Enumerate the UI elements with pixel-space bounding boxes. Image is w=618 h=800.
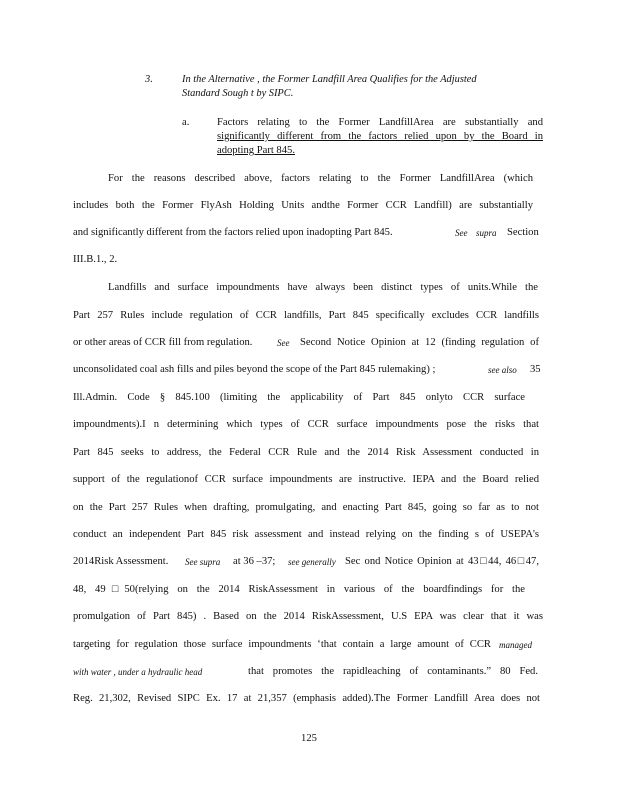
subheading-line-1: Factors relating to the Former LandfillArea are substantially and [217, 117, 543, 128]
paragraph-2-line-13: promulgation of Part 845) . Based on the 2014 RiskAssessment, U.S EPA was clear that it was [73, 611, 543, 622]
heading-line-2: Standard Sough t by SIPC. [182, 88, 294, 99]
paragraph-2-line-6: impoundments).I n determining which types of CCR surface impoundments pose the risks that [73, 419, 539, 430]
paragraph-2-line-5: Ill.Admin. Code § 845.100 (limiting the applicability of Part 845 onlyto CCR surface [73, 392, 525, 403]
paragraph-2-line-3c: Second Notice Opinion at 12 (finding regulation of [300, 337, 539, 348]
paragraph-2-line-7: Part 845 seeks to address, the Federal CCR Rule and the 2014 Risk Assessment conducted in [73, 447, 539, 458]
paragraph-2-line-11c: at 36 –37; [233, 556, 276, 567]
paragraph-2-line-11e: Sec ond Notice Opinion at 43□44, 46□47, [345, 556, 539, 567]
subheading-line-3: adopting Part 845. [217, 145, 295, 156]
paragraph-1-line-2: includes both the Former FlyAsh Holding Units andthe Former CCR Landfill) are substantially [73, 200, 533, 211]
subheading-letter: a. [182, 117, 190, 128]
paragraph-2-line-14a: targeting for regulation those surface impoundments ‘that contain a large amount of CCR [73, 639, 491, 650]
paragraph-2-line-14b: managed [499, 640, 532, 650]
paragraph-2-line-8: support of the regulationof CCR surface impoundments are instructive. IEPA and the Board relied [73, 474, 539, 485]
paragraph-1-line-4: III.B.1., 2. [73, 254, 118, 265]
citation-see: See [455, 228, 468, 238]
paragraph-2-line-15a: with water , under a hydraulic head [73, 667, 203, 677]
heading-line-1: In the Alternative , the Former Landfill Area Qualifies for the Adjusted [182, 74, 477, 85]
citation-supra: supra [476, 228, 497, 238]
paragraph-2-line-1: Landfills and surface impoundments have always been distinct types of units.While the [108, 282, 538, 293]
paragraph-2-line-12: 48, 49□50(relying on the 2014 RiskAssessment in various of the boardfindings for the [73, 584, 525, 595]
paragraph-2-line-11a: 2014Risk Assessment. [73, 556, 169, 567]
paragraph-2-line-4a: unconsolidated coal ash fills and piles beyond the scope of the Part 845 rulemaking) ; [73, 364, 436, 375]
paragraph-2-line-9: on the Part 257 Rules when drafting, promulgating, and enacting Part 845, going so far as to not [73, 502, 539, 513]
paragraph-2-line-10: conduct an independent Part 845 risk assessment and instead relying on the finding s of USEPA's [73, 529, 539, 540]
citation-section: Section [507, 227, 539, 238]
page-number: 125 [301, 733, 317, 744]
paragraph-2-line-11d: see generally [288, 557, 336, 567]
paragraph-2-line-11b: See supra [185, 557, 221, 567]
paragraph-2-line-2: Part 257 Rules include regulation of CCR landfills, Part 845 specifically excludes CCR landfills [73, 310, 539, 321]
paragraph-2-line-16: Reg. 21,302, Revised SIPC Ex. 17 at 21,357 (emphasis added).The Former Landfill Area does not [73, 693, 540, 704]
paragraph-2-line-15b: that promotes the rapidleaching of contaminants.” 80 Fed. [248, 666, 538, 677]
paragraph-2-line-4c: 35 [530, 364, 541, 375]
paragraph-2-line-4b: see also [488, 365, 517, 375]
paragraph-1-line-3: and significantly different from the factors relied upon inadopting Part 845. [73, 227, 393, 238]
paragraph-2-line-3a: or other areas of CCR fill from regulation. [73, 337, 253, 348]
paragraph-1-line-1: For the reasons described above, factors relating to the Former LandfillArea (which [108, 173, 533, 184]
heading-number: 3. [145, 74, 153, 85]
paragraph-2-line-3b: See [277, 338, 290, 348]
subheading-line-2: significantly different from the factors relied upon by the Board in [217, 131, 543, 142]
